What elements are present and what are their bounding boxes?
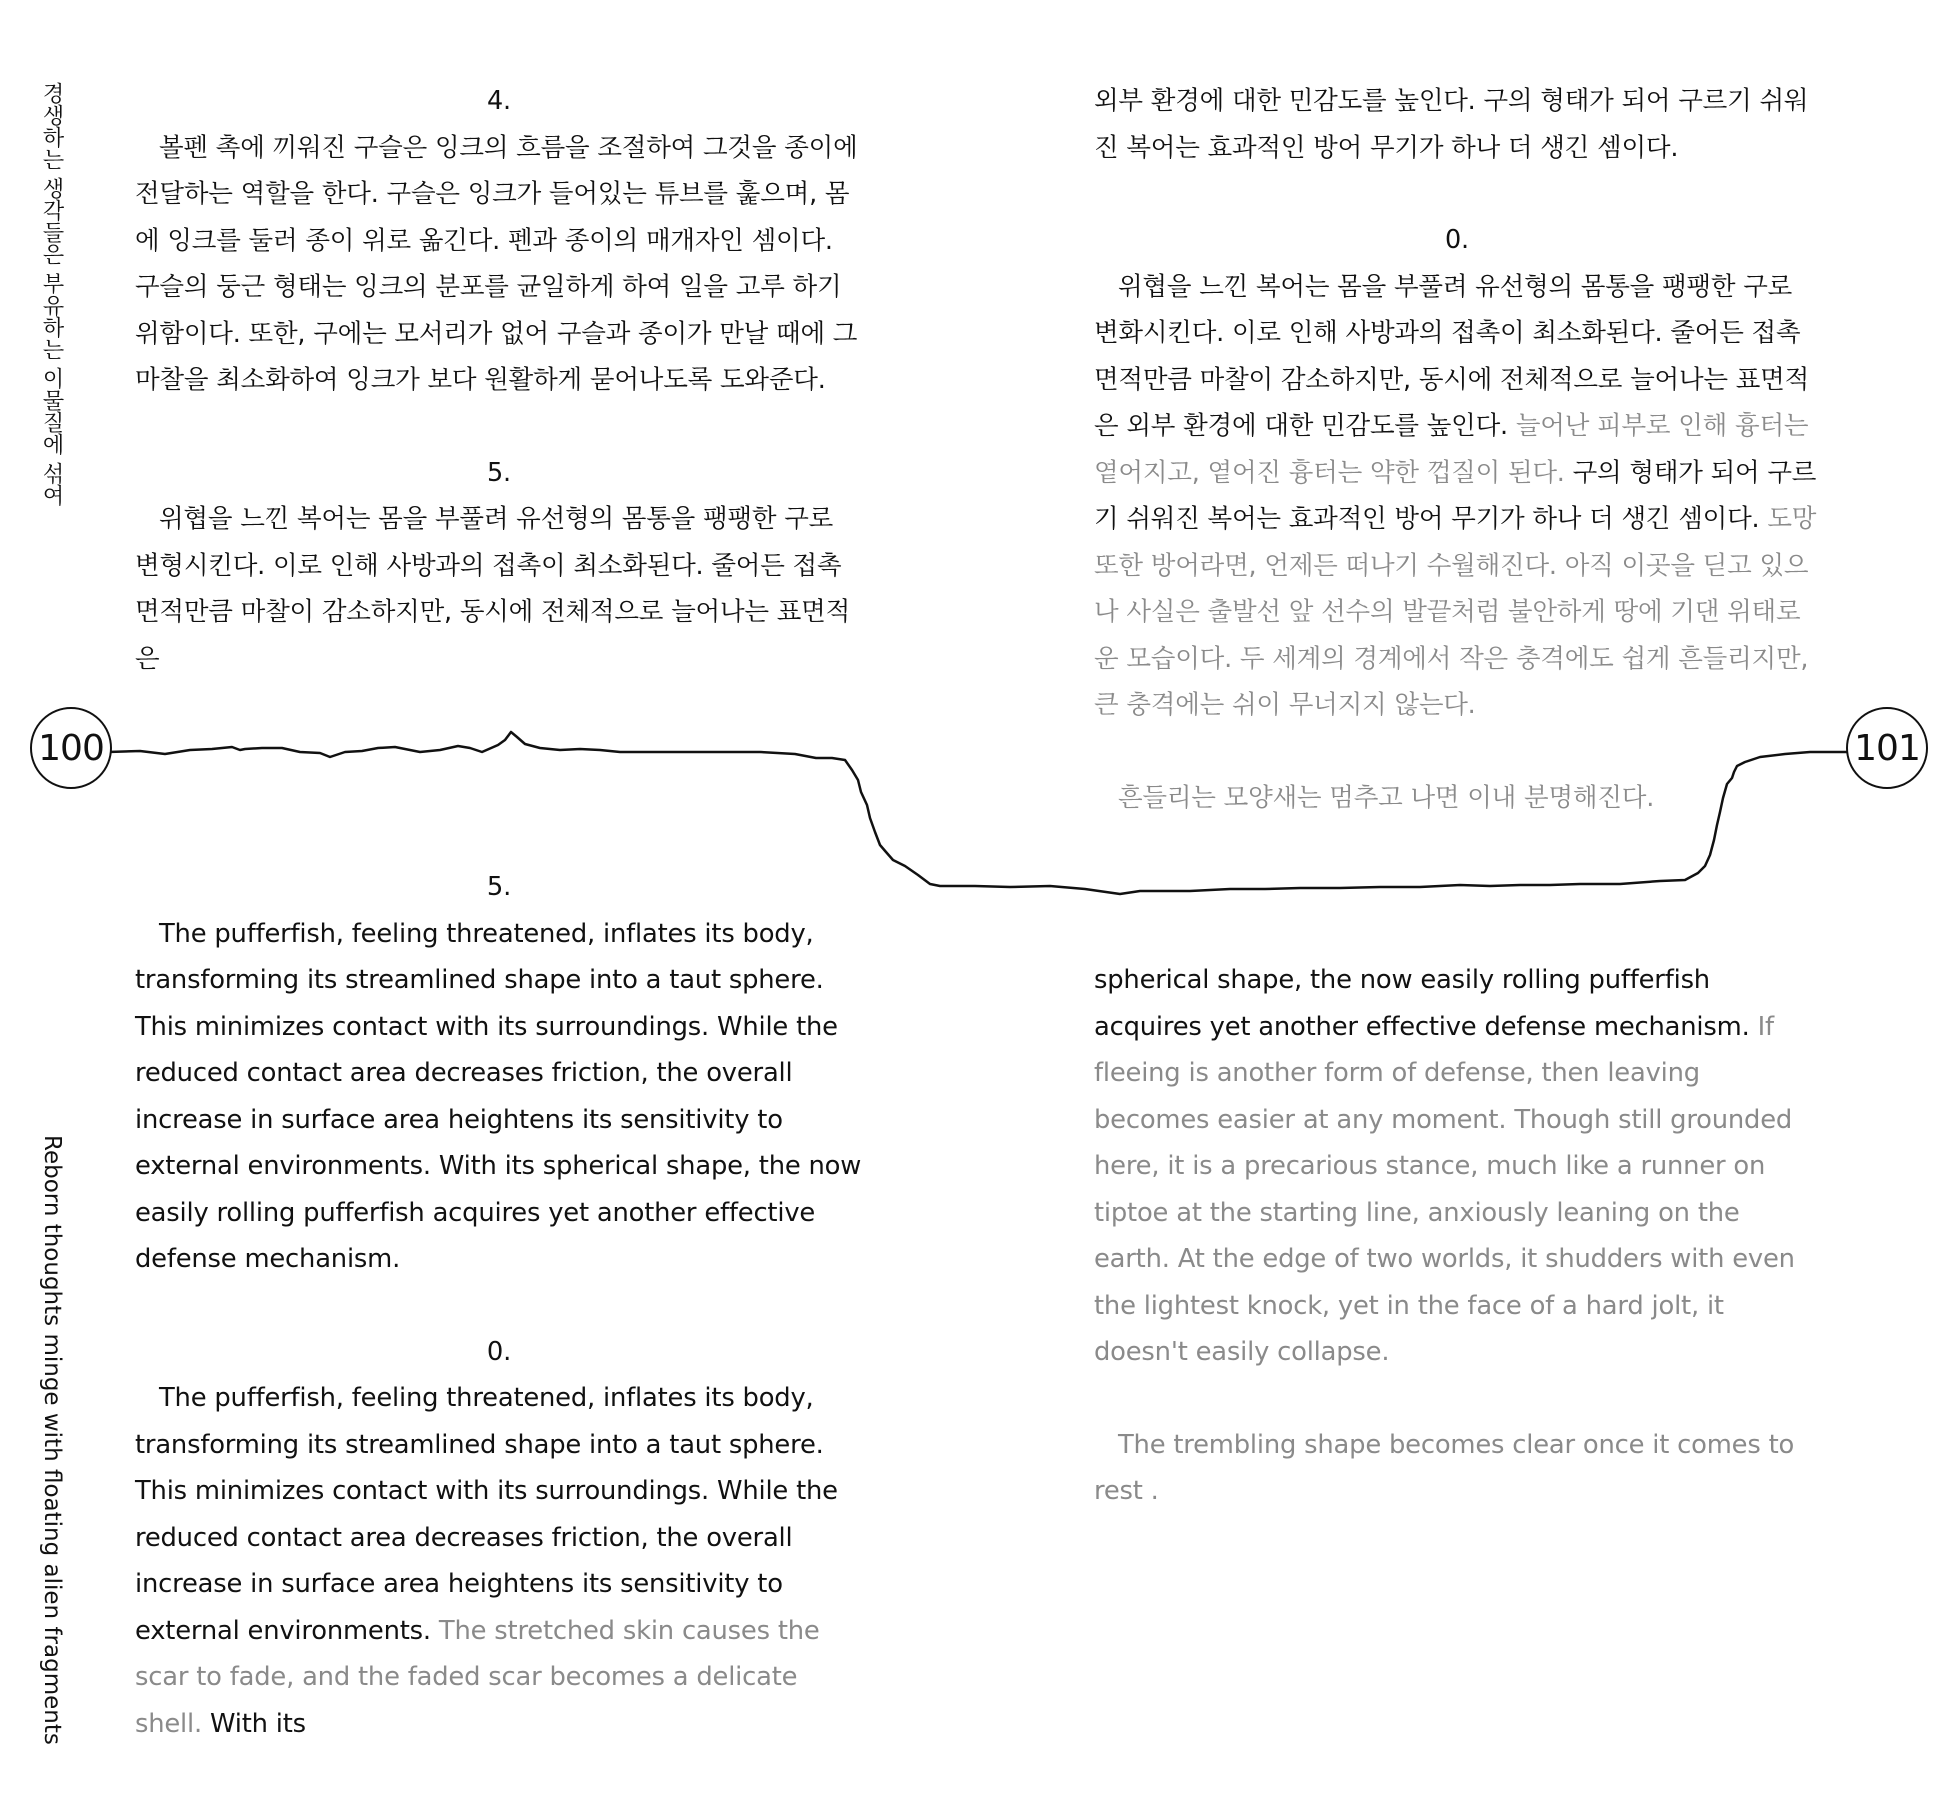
continuation-text-en: spherical shape, the now easily rolling pufferfish acquires yet another effective defense mechanism.: [1094, 965, 1750, 1042]
section-0-text-a-en: The pufferfish, feeling threatened, inflates its body, transforming its streamlined shape into a taut sphere. This minimizes contact with its surroundings. While the reduced contact area decreases friction, the overall increase in surface area heightens its sensitivity to external environments.: [135, 1383, 838, 1646]
section-0-heading-en: 0.: [486, 1336, 512, 1367]
section-5-body-en: The pufferfish, feeling threatened, inflates its body, transforming its streamlined shape into a taut sphere. This minimizes contact with its surroundings. While the reduced contact area decreases friction, the overall increase in surface area heightens its sensitivity to external environments. With its spherical shape, the now easily rolling pufferfish acquires yet another effective defense mechanism.: [135, 918, 862, 1274]
section-0-text-c-en: With its: [210, 1708, 306, 1739]
section-0-text-d-ko: 도망 또한 방어라면, 언제든 떠나기 수월해진다. 아직 이곳을 딛고 있으나 사실은 출발선 앞 선수의 발끝처럼 불안하게 땅에 기댄 위태로운 모습이다. 두 세계의 경계에서 작은 충격에도 쉽게 흔들리지만, 큰 충격에는 쉬이 무너지지 않는다.: [1094, 504, 1817, 720]
continuation-ko: 외부 환경에 대한 민감도를 높인다. 구의 형태가 되어 구르기 쉬워진 복어는 효과적인 방어 무기가 하나 더 생긴 셈이다.: [1094, 86, 1809, 163]
spine-title-korean: 경생하는 생각들은 부유하는 이물질에 섞여: [39, 82, 64, 506]
section-0-text-b-en: The stretched skin causes the scar to fade, and the faded scar becomes a delicate shell.: [135, 1615, 820, 1739]
section-0-text-a-ko: 위협을 느낀 복어는 몸을 부풀려 유선형의 몸통을 팽팽한 구로 변화시킨다. 이로 인해 사방과의 접촉이 최소화된다. 줄어든 접촉 면적만큼 마찰이 감소하지만, 동시에 전체적으로 늘어나는 표면적은 외부 환경에 대한 민감도를 높인다.: [1094, 271, 1810, 441]
section-5-heading-ko: 5.: [487, 457, 511, 488]
section-4-heading: 4.: [487, 86, 511, 116]
section-0-text-b-ko: 늘어난 피부로 인해 흉터는 옅어지고, 옅어진 흉터는 약한 껍질이 된다.: [1094, 411, 1809, 488]
page-number-left: 100: [30, 707, 112, 789]
section-5-body-ko: 위협을 느낀 복어는 몸을 부풀려 유선형의 몸통을 팽팽한 구로 변형시킨다. 이로 인해 사방과의 접촉이 최소화된다. 줄어든 접촉 면적만큼 마찰이 감소하지만, 동시에 전체적으로 늘어나는 표면적은: [135, 504, 851, 674]
ending-line-en: The trembling shape becomes clear once it comes to rest .: [1094, 1429, 1795, 1506]
spine-title-english: Reborn thoughts minge with floating alien fragments: [39, 1135, 65, 1745]
page-number-right: 101: [1846, 707, 1928, 789]
section-0-text-c-ko: 구의 형태가 되어 구르기 쉬워진 복어는 효과적인 방어 무기가 하나 더 생긴 셈이다.: [1094, 457, 1817, 534]
section-0-heading-ko: 0.: [1445, 225, 1469, 255]
section-4-body: 볼펜 촉에 끼워진 구슬은 잉크의 흐름을 조절하여 그것을 종이에 전달하는 역할을 한다. 구슬은 잉크가 들어있는 튜브를 훑으며, 몸에 잉크를 둘러 종이 위로 옮긴다. 펜과 종이의 매개자인 셈이다. 구슬의 둥근 형태는 잉크의 분포를 균일하게 하여 일을 고루 하기 위함이다. 또한, 구에는 모서리가 없어 구슬과 종이가 만날 때에 그 마찰을 최소화하여 잉크가 보다 원활하게 묻어나도록 도와준다.: [135, 132, 858, 395]
section-5-heading-en: 5.: [486, 872, 512, 902]
ending-line-ko: 흔들리는 모양새는 멈추고 나면 이내 분명해진다.: [1118, 782, 1655, 813]
continuation-gray-en: If fleeing is another form of defense, then leaving becomes easier at any moment. Though still grounded here, it is a precarious stance, much like a runner on tiptoe at the starting line, anxiously leaning on the earth. At the edge of two worlds, it shudders with even the lightest knock, yet in the face of a hard jolt, it doesn't easily collapse.: [1094, 1011, 1795, 1367]
